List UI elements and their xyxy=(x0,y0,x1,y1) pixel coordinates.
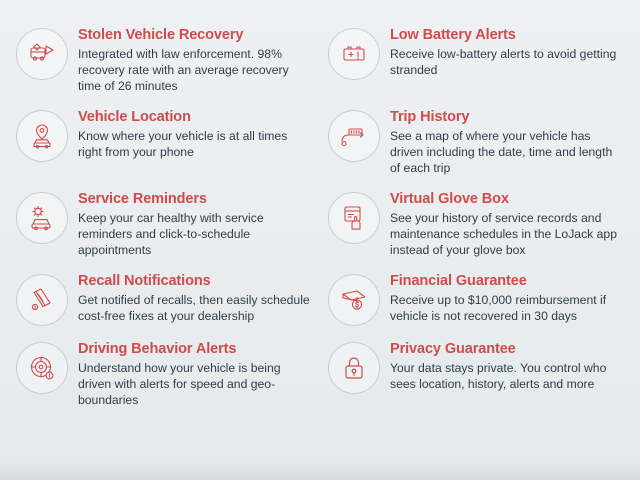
feature-description: Receive low-battery alerts to avoid getting stranded xyxy=(390,46,617,77)
feature-title: Driving Behavior Alerts xyxy=(78,340,237,357)
feature-title: Privacy Guarantee xyxy=(390,340,516,357)
feature-item xyxy=(16,26,316,94)
feature-title: Stolen Vehicle Recovery xyxy=(78,27,244,43)
feature-description: Get notified of recalls, then easily schedule cost-free fixes at your dealership xyxy=(78,292,310,323)
privacy-guarantee-lock-icon xyxy=(328,342,380,394)
feature-grid xyxy=(16,26,628,408)
feature-description: Receive up to $10,000 reimbursement if vehicle is not recovered in 30 days xyxy=(390,292,607,323)
feature-description: Know where your vehicle is at all times right from your phone xyxy=(78,128,288,159)
feature-description: Keep your car healthy with service reminders and click-to-schedule appointments xyxy=(78,210,264,257)
feature-item xyxy=(328,26,628,94)
low-battery-alert-icon xyxy=(328,28,380,80)
feature-item xyxy=(16,340,316,408)
feature-item xyxy=(328,108,628,176)
stolen-vehicle-recovery-icon xyxy=(16,28,68,80)
feature-description: Understand how your vehicle is being driven with alerts for speed and geo-boundaries xyxy=(78,360,281,407)
driving-behavior-alert-icon xyxy=(16,342,68,394)
feature-description: See your history of service records and maintenance schedules in the LoJack app instead of your glove box xyxy=(390,210,617,257)
feature-description: Integrated with law enforcement. 98% recovery rate with an average recovery time of 26 minutes xyxy=(78,46,289,93)
financial-guarantee-money-icon xyxy=(328,274,380,326)
feature-title: Recall Notifications xyxy=(78,272,211,289)
feature-title: Low Battery Alerts xyxy=(390,27,516,43)
page-bottom-edge xyxy=(0,464,640,480)
feature-item xyxy=(16,272,316,326)
feature-title: Virtual Glove Box xyxy=(390,190,509,207)
feature-item xyxy=(328,272,628,326)
trip-history-route-icon xyxy=(328,110,380,162)
vehicle-location-pin-icon xyxy=(16,110,68,162)
feature-title: Trip History xyxy=(390,108,470,125)
feature-item xyxy=(16,190,316,258)
feature-item xyxy=(328,340,628,408)
service-reminder-gear-car-icon xyxy=(16,192,68,244)
feature-title: Vehicle Location xyxy=(78,108,191,125)
recall-notification-icon xyxy=(16,274,68,326)
feature-title: Service Reminders xyxy=(78,190,207,207)
feature-description: See a map of where your vehicle has driven including the date, time and length of each trip xyxy=(390,128,613,175)
feature-item xyxy=(16,108,316,176)
feature-item xyxy=(328,190,628,258)
feature-title: Financial Guarantee xyxy=(390,272,527,289)
feature-description: Your data stays private. You control who sees location, history, alerts and more xyxy=(390,360,607,391)
virtual-glove-box-icon xyxy=(328,192,380,244)
